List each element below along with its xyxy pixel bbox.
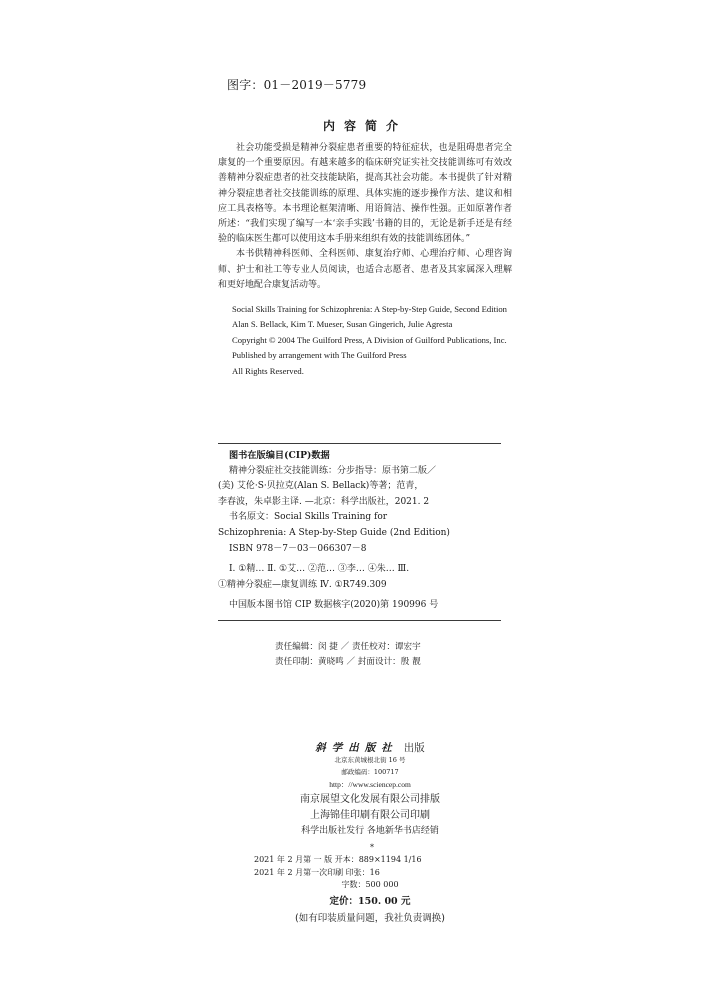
cip-line: (美) 艾伦·S·贝拉克(Alan S. Bellack)等著；范青， — [218, 481, 424, 492]
edition-info: 2021 年 2 月第 一 版 开本：889×1194 1/16 — [254, 855, 422, 864]
publisher-heading — [220, 736, 520, 755]
summary-title: 内容简介 — [322, 119, 407, 133]
cip-classification: Ⅰ. ①精… Ⅱ. ①艾… ②范… ③李… ④朱… Ⅲ. — [229, 564, 410, 575]
cip-data-block — [218, 448, 508, 614]
publisher-address: 北京东黄城根北街 16 号 — [334, 756, 406, 764]
summary-paragraph: 本书供精神科医师、全科医师、康复治疗师、心理治疗师、心理咨询师、护士和社工等专业人员阅读，也适合志愿者、患者及其家属深入理解和更好地配合康复活动等。 — [218, 249, 512, 290]
cip-line: 李春波，朱卓影主译. —北京：科学出版社，2021. 2 — [218, 496, 430, 507]
cip-library-number: 中国版本图书馆 CIP 数据核字(2020)第 190996 号 — [229, 600, 439, 611]
cip-isbn: ISBN 978－7－03－066307－8 — [229, 543, 367, 554]
original-authors: Alan S. Bellack, Kim T. Mueser, Susan Gingerich, Julie Agresta — [232, 319, 453, 330]
editor-credit-line: 责任印制：黄晓鸣 ／ 封面设计：殷 靓 — [275, 656, 421, 667]
cip-line: 书名原文：Social Skills Training for — [229, 512, 388, 523]
typesetter: 南京展望文化发展有限公司排版 — [300, 794, 440, 805]
publisher-url: http：//www.sciencep.com — [329, 780, 411, 789]
rights-line: All Rights Reserved. — [232, 365, 304, 376]
publisher-logo-name: 斜学出版社 — [315, 742, 398, 754]
copyright-permit-number: 图字：01－2019－5779 — [227, 78, 367, 92]
summary-paragraph: 社会功能受损是精神分裂症患者重要的特征症状，也是阻碍患者完全康复的一个重要原因。有越来越多的临床研究证实社交技能训练可有效改善精神分裂症患者的社交技能缺陷，提高其社会功能。本书提供了针对精神分裂症患者社交技能训练的原理、具体实施的逐步操作方法、建议和相应工具表格等。本书理论框架清晰、用语简洁、操作性强。正如原著作者所述：“我们实现了编写一本‘亲手实践’书籍的目的，无论是新手还是有经验的临床医生都可以使用这本手册来组织有效的技能训练团体。” — [218, 143, 512, 245]
cip-title: 图书在版编目(CIP)数据 — [229, 450, 330, 461]
summary-body — [218, 141, 512, 293]
publisher-block — [220, 736, 520, 838]
copyright-notice — [218, 302, 512, 379]
cip-line: 精神分裂症社交技能训练：分步指导：原书第二版／ — [229, 465, 437, 476]
publisher-postcode: 邮政编码：100717 — [341, 767, 399, 776]
printing-info: 2021 年 2 月第一次印刷 印张：16 — [254, 867, 380, 877]
distribution: 科学出版社发行 各地新华书店经销 — [301, 826, 439, 836]
price: 定价：150. 00 元 — [329, 895, 411, 907]
print-info-block — [220, 842, 520, 927]
separator-star: * — [370, 843, 374, 852]
editor-credit-line: 责任编辑：闵 捷 ／ 责任校对：谭宏宇 — [275, 642, 421, 652]
cip-classification: ①精神分裂症—康复训练 Ⅳ. ①R749.309 — [218, 579, 387, 590]
cip-line: Schizophrenia: A Step-by-Step Guide (2nd Edition) — [218, 527, 450, 538]
original-title: Social Skills Training for Schizophrenia: A Step-by-Step Guide, Second Edition — [232, 304, 507, 314]
editorial-credits — [275, 640, 421, 669]
copyright-line: Copyright © 2004 The Guilford Press, A Division of Guilford Publications, Inc. — [232, 334, 507, 345]
cip-top-divider — [218, 443, 501, 444]
cip-bottom-divider — [218, 620, 501, 621]
quality-note: (如有印装质量问题，我社负责调换) — [295, 912, 445, 924]
word-count: 字数：500 000 — [341, 880, 399, 889]
publisher-suffix: 出版 — [403, 742, 425, 754]
arrangement-line: Published by arrangement with The Guilford Press — [232, 350, 407, 361]
printer: 上海锦佳印刷有限公司印刷 — [310, 810, 430, 821]
